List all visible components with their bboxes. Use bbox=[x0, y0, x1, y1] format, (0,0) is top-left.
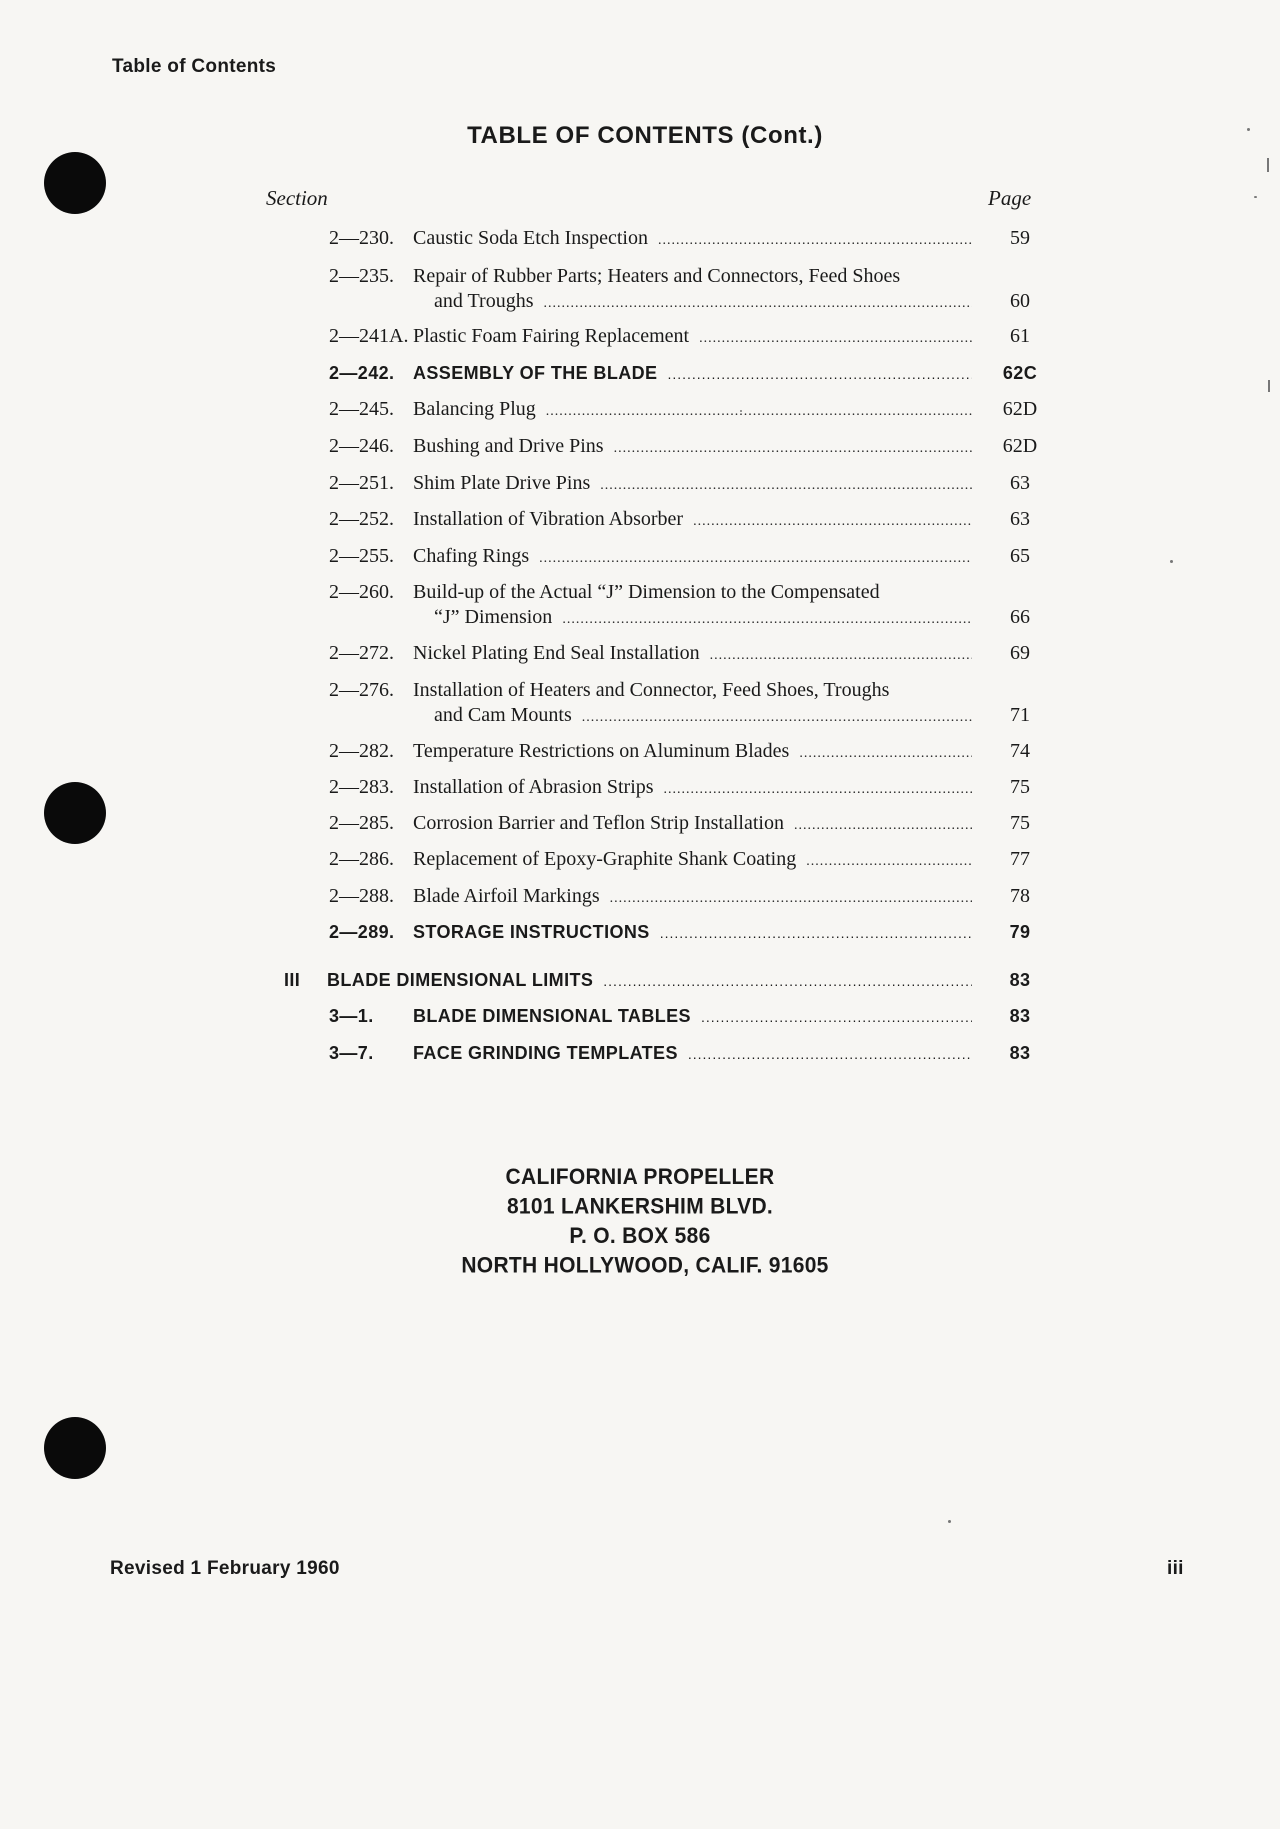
toc-entry-page: 74 bbox=[1010, 740, 1030, 762]
binder-hole bbox=[44, 1417, 106, 1479]
dot-leader bbox=[614, 436, 972, 461]
binder-hole bbox=[44, 152, 106, 214]
dot-leader bbox=[710, 643, 972, 668]
dot-leader bbox=[806, 849, 972, 874]
toc-entry-number: 2—260. bbox=[329, 581, 394, 603]
toc-entry-title: FACE GRINDING TEMPLATES bbox=[413, 1043, 678, 1063]
toc-entry-page: 77 bbox=[1010, 848, 1030, 870]
toc-entry-page: 79 bbox=[1009, 922, 1031, 942]
toc-entry-page: 62C bbox=[1002, 363, 1038, 383]
toc-entry-page: 59 bbox=[1010, 227, 1030, 249]
dot-leader bbox=[539, 546, 972, 571]
section-number: III bbox=[284, 970, 301, 990]
toc-entry-page: 63 bbox=[1010, 508, 1030, 530]
dot-leader bbox=[799, 741, 972, 766]
toc-entry-title: Replacement of Epoxy-Graphite Shank Coating bbox=[413, 848, 797, 870]
toc-entry-title: ASSEMBLY OF THE BLADE bbox=[413, 363, 658, 383]
toc-entry-page: 71 bbox=[1010, 704, 1030, 726]
revision-date: Revised 1 February 1960 bbox=[110, 1558, 340, 1579]
toc-entry-number: 3—1. bbox=[329, 1006, 374, 1026]
dot-leader bbox=[688, 1042, 972, 1067]
toc-entry-number: 2—251. bbox=[329, 472, 394, 494]
toc-entry-page: 65 bbox=[1010, 545, 1030, 567]
toc-entry-title: Nickel Plating End Seal Installation bbox=[413, 642, 700, 664]
section-column-header: Section bbox=[266, 186, 328, 210]
toc-entry-number: 2—289. bbox=[329, 922, 395, 942]
toc-entry-title: Corrosion Barrier and Teflon Strip Installation bbox=[413, 812, 784, 834]
dot-leader bbox=[667, 362, 972, 387]
toc-entry-number: 2—282. bbox=[329, 740, 394, 762]
dot-leader bbox=[693, 509, 972, 534]
stamp-po-box: P. O. BOX 586 bbox=[569, 1224, 711, 1249]
toc-entry-title: Build-up of the Actual “J” Dimension to the Compensated bbox=[413, 581, 880, 603]
toc-entry-page: 61 bbox=[1010, 325, 1030, 347]
toc-entry-page: 62D bbox=[1002, 435, 1038, 457]
toc-entry-title: Installation of Abrasion Strips bbox=[413, 776, 654, 798]
toc-entry-title: Chafing Rings bbox=[413, 545, 530, 567]
toc-entry-number: 2—252. bbox=[329, 508, 394, 530]
company-address-stamp bbox=[0, 1163, 1280, 1281]
toc-entry-number: 2—230. bbox=[329, 227, 394, 249]
dot-leader bbox=[658, 228, 972, 253]
page-title: TABLE OF CONTENTS (Cont.) bbox=[467, 122, 823, 149]
page-column-header: Page bbox=[988, 186, 1032, 210]
toc-entry-page: 75 bbox=[1010, 776, 1030, 798]
toc-entry-number: 2—242. bbox=[329, 363, 395, 383]
toc-entry-page: 75 bbox=[1010, 812, 1030, 834]
toc-entry-page: 60 bbox=[1010, 290, 1030, 312]
toc-entry-title: and Cam Mounts bbox=[434, 704, 572, 726]
toc-entry-title: STORAGE INSTRUCTIONS bbox=[413, 922, 650, 942]
toc-entry-title: Bushing and Drive Pins bbox=[413, 435, 604, 457]
stamp-city: NORTH HOLLYWOOD, CALIF. 91605 bbox=[461, 1253, 829, 1278]
toc-entry-title: Installation of Vibration Absorber bbox=[413, 508, 684, 530]
toc-entry-title: Balancing Plug bbox=[413, 398, 536, 420]
toc-entry-page: 83 bbox=[1009, 1006, 1031, 1026]
toc-entry-number: 2—276. bbox=[329, 679, 394, 701]
dot-leader bbox=[610, 886, 972, 911]
toc-entry-title: Plastic Foam Fairing Replacement bbox=[413, 325, 690, 347]
toc-entry-number: 2—241A. bbox=[329, 325, 409, 347]
toc-entry-number: 3—7. bbox=[329, 1043, 374, 1063]
toc-entry-title: Temperature Restrictions on Aluminum Blades bbox=[413, 740, 790, 762]
toc-entry-title: Shim Plate Drive Pins bbox=[413, 472, 591, 494]
toc-entry-page: 66 bbox=[1010, 606, 1030, 628]
toc-entry-page: 83 bbox=[1009, 1043, 1031, 1063]
dot-leader bbox=[660, 921, 972, 946]
stamp-street: 8101 LANKERSHIM BLVD. bbox=[506, 1194, 774, 1219]
section-title: BLADE DIMENSIONAL LIMITS bbox=[327, 970, 594, 990]
toc-entry-title: “J” Dimension bbox=[434, 606, 553, 628]
dot-leader bbox=[600, 473, 972, 498]
toc-entry-title: Caustic Soda Etch Inspection bbox=[413, 227, 648, 249]
toc-entry-title: Blade Airfoil Markings bbox=[413, 885, 600, 907]
stamp-company-name: CALIFORNIA PROPELLER bbox=[505, 1165, 775, 1190]
toc-entry-number: 2—245. bbox=[329, 398, 394, 420]
toc-entry-number: 2—255. bbox=[329, 545, 394, 567]
page-number: iii bbox=[1167, 1558, 1184, 1579]
toc-entry-number: 2—285. bbox=[329, 812, 394, 834]
toc-entry-number: 2—235. bbox=[329, 265, 394, 287]
running-head: Table of Contents bbox=[112, 56, 277, 77]
dot-leader bbox=[562, 607, 972, 632]
toc-entry-number: 2—288. bbox=[329, 885, 394, 907]
dot-leader bbox=[546, 399, 972, 424]
toc-entry-title: Installation of Heaters and Connector, Feed Shoes, Troughs bbox=[413, 679, 890, 701]
toc-entry-title: Repair of Rubber Parts; Heaters and Connectors, Feed Shoes bbox=[413, 265, 901, 287]
section-page: 83 bbox=[1009, 970, 1031, 990]
dot-leader bbox=[794, 813, 972, 838]
toc-entry-number: 2—286. bbox=[329, 848, 394, 870]
toc-entry-page: 63 bbox=[1010, 472, 1030, 494]
toc-entry-number: 2—283. bbox=[329, 776, 394, 798]
toc-entry-title: BLADE DIMENSIONAL TABLES bbox=[413, 1006, 691, 1026]
toc-entry-page: 69 bbox=[1010, 642, 1030, 664]
dot-leader bbox=[603, 969, 972, 994]
toc-entry-page: 62D bbox=[1002, 398, 1038, 420]
toc-entry-page: 78 bbox=[1010, 885, 1030, 907]
toc-entry-number: 2—272. bbox=[329, 642, 394, 664]
dot-leader bbox=[701, 1005, 972, 1030]
dot-leader bbox=[664, 777, 972, 802]
binder-hole bbox=[44, 782, 106, 844]
dot-leader bbox=[543, 291, 972, 316]
dot-leader bbox=[699, 326, 972, 351]
dot-leader bbox=[582, 705, 972, 730]
toc-entry-title: and Troughs bbox=[434, 290, 534, 312]
toc-entry-number: 2—246. bbox=[329, 435, 394, 457]
